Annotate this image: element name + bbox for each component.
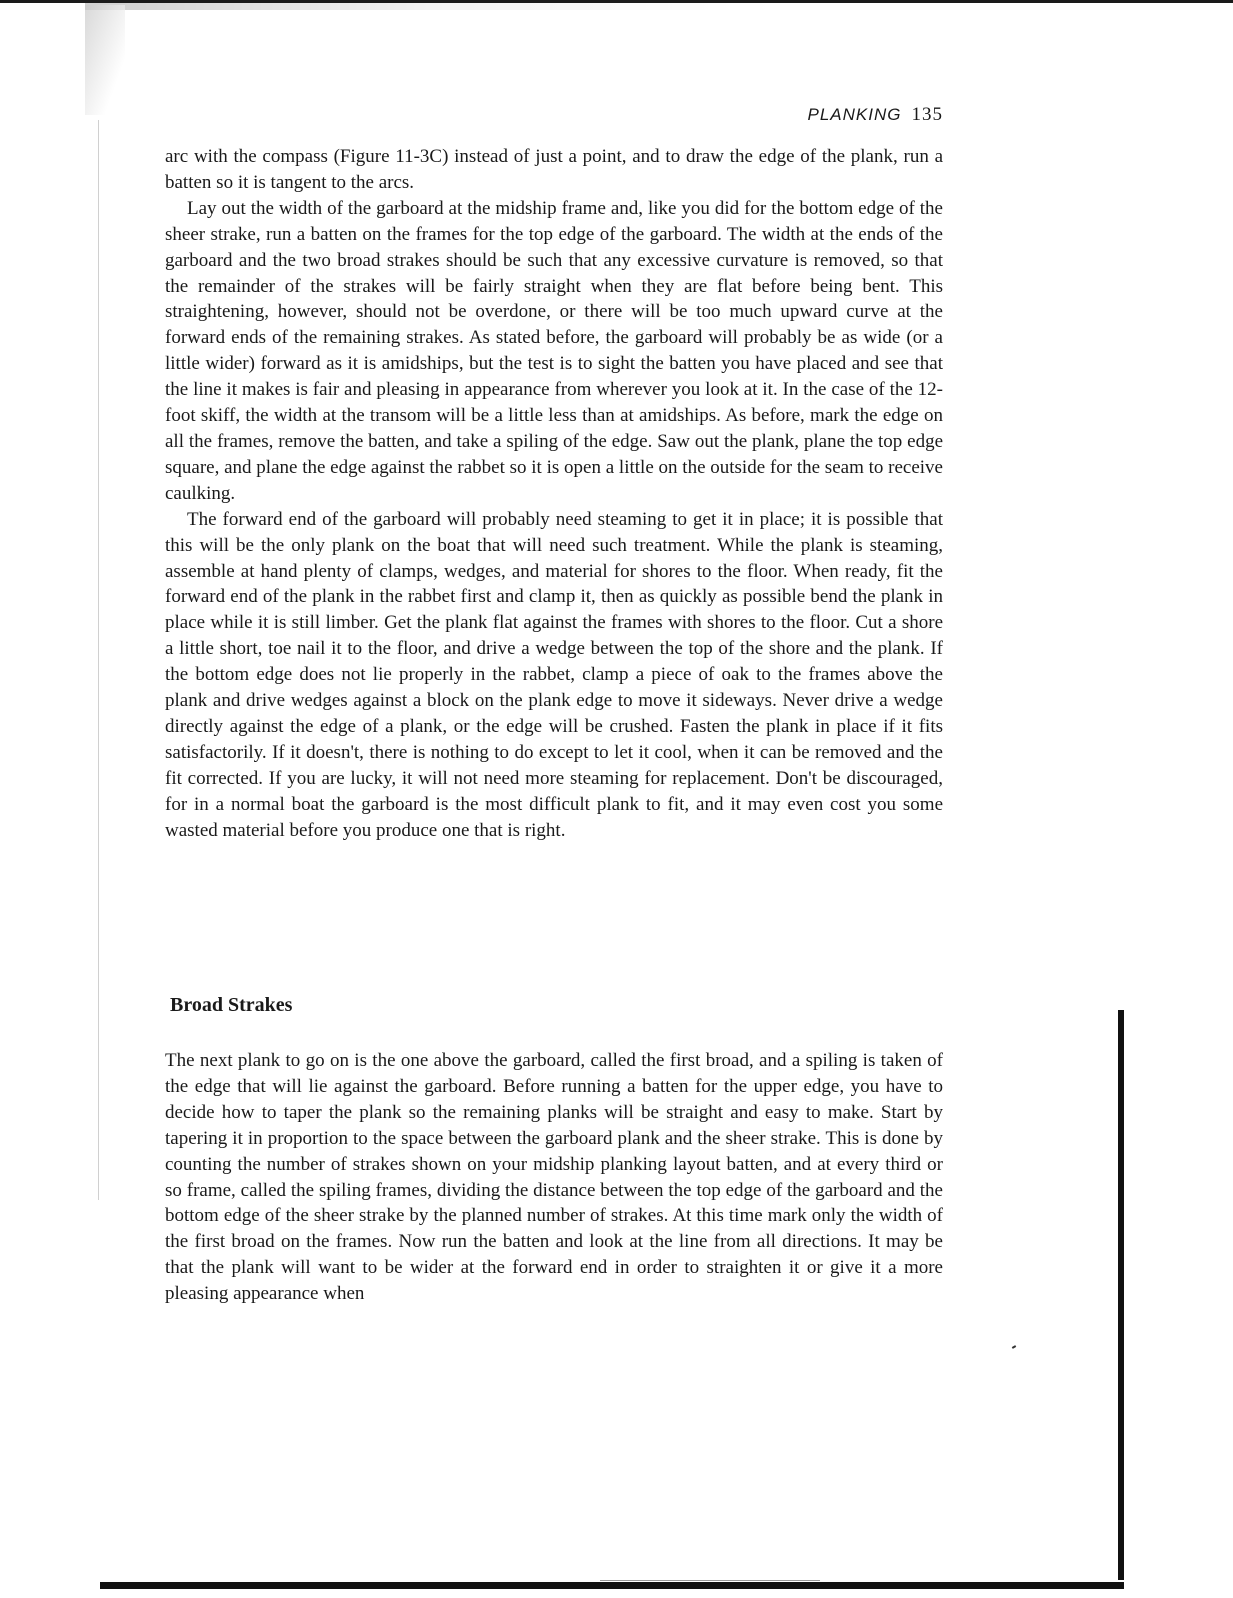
scan-speck — [1012, 1345, 1016, 1349]
paragraph-continuation: arc with the compass (Figure 11-3C) instead of just a point, and to draw the edge of the plank, run a batten so it is tangent to the arcs. — [165, 146, 943, 193]
scan-edge-bottom — [100, 1582, 1124, 1589]
paragraph-garboard-steaming: The forward end of the garboard will probably need steaming to get it in place; it is possible that this will be the only plank on the boat that will need such treatment. While the plank is steaming, assemble at hand plenty of clamps, wedges, and material for shores to the floor. When ready, fit the forward end of the plank in the rabbet first and clamp it, then as quickly as possible bend the plank in place while it is still limber. Get the plank flat against the frames with shores to the floor. Cut a shore a little short, toe nail it to the floor, and drive a wedge between the top of the shore and the plank. If the bottom edge does not lie properly in the rabbet, clamp a piece of oak to the frames above the plank and drive wedges against a block on the plank edge to move it sideways. Never drive a wedge directly against the edge of a plank, or the edge will be crushed. Fasten the plank in place if it fits satisfactorily. If it doesn't, there is nothing to do except to let it cool, when it can be removed and the fit corrected. If you are lucky, it will not need more steaming for replacement. Don't be discouraged, for in a normal boat the garboard is the most difficult plank to fit, and it may even cost you some wasted material before you produce one that is right. — [165, 508, 943, 841]
running-head — [700, 104, 943, 126]
running-head-title: PLANKING — [807, 105, 902, 124]
scan-edge-left — [98, 120, 99, 1200]
paragraph-broad-strakes: The next plank to go on is the one above the garboard, called the first broad, and a spiling is taken of the edge that will lie against the garboard. Before running a batten for the upper edge, you have to decide how to taper the plank so the remaining planks will be straight and easy to make. Start by tapering it in proportion to the space between the garboard plank and the sheer strake. This is done by counting the number of strakes shown on your midship planking layout batten, and at every third or so frame, called the spiling frames, dividing the distance between the top edge of the garboard and the bottom edge of the sheer strake by the planned number of strakes. At this time mark only the width of the first broad on the frames. Now run the batten and look at the line from all directions. It may be that the plank will want to be wider at the forward end in order to straighten it or give it a more pleasing appearance when — [165, 1050, 943, 1305]
paragraph-garboard-width: Lay out the width of the garboard at the midship frame and, like you did for the bottom edge of the sheer strake, run a batten on the frames for the top edge of the garboard. The width at the ends of the garboard and the two broad strakes should be such that any excessive curvature is removed, so that the remainder of the strakes will be fairly straight when they are flat before being bent. This straightening, however, should not be overdone, or there will be too much upward curve at the forward ends of the remaining strakes. As stated before, the garboard will probably be as wide (or a little wider) forward as it is amidships, but the test is to sight the batten you have placed and see that the line it makes is fair and pleasing in appearance from wherever you look at it. In the case of the 12-foot skiff, the width at the transom will be a little less than at amidships. As before, mark the edge on all the frames, remove the batten, and take a spiling of the edge. Saw out the plank, plane the top edge square, and plane the edge against the rabbet so it is open a little on the outside for the seam to receive caulking. — [165, 197, 943, 504]
page-number: 135 — [911, 104, 943, 125]
body-text-section — [165, 1048, 943, 1307]
scan-shadow-corner — [85, 5, 125, 115]
scan-edge-right — [1118, 1010, 1124, 1580]
body-text-top — [165, 144, 943, 843]
scan-edge-top — [0, 0, 1233, 3]
scan-edge-bottom-faint — [600, 1580, 820, 1581]
section-heading: Broad Strakes — [170, 994, 293, 1016]
